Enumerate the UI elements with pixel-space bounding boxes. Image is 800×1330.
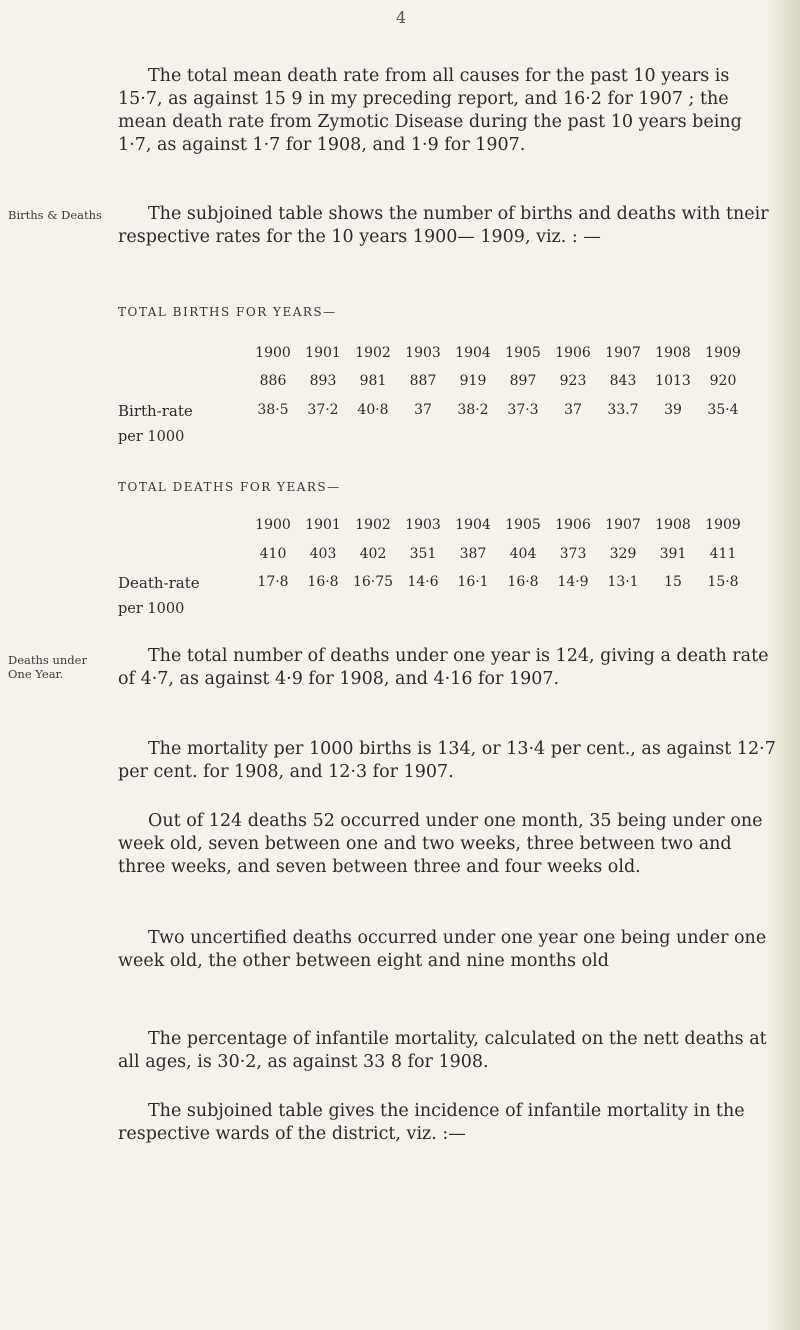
year-cell: 1900	[255, 345, 291, 361]
paragraph-mortality-per-1000: The mortality per 1000 births is 134, or 13·4 per cent., as against 12·7 per cent. for 1908, and 12·3 for 1907.	[118, 739, 776, 782]
births-count-cell: 919	[459, 373, 487, 389]
death-rate-cell: 16·1	[457, 574, 489, 590]
page-number: 4	[396, 8, 407, 27]
paragraph-infantile-percentage: The percentage of infantile mortality, calculated on the nett deaths at all ages, is 30·2, as against 33 8 for 1908.	[118, 1029, 767, 1072]
year-cell: 1906	[555, 517, 591, 533]
death-rate-cell: 15	[664, 574, 682, 590]
birth-rate-label: Birth-rate	[118, 402, 193, 420]
deaths-count-cell: 351	[409, 546, 437, 562]
birth-rate-cell: 38·2	[457, 402, 489, 418]
year-cell: 1907	[605, 345, 641, 361]
death-rate-cell: 15·8	[707, 574, 739, 590]
deaths-count-cell: 387	[459, 546, 487, 562]
births-count-cell: 887	[409, 373, 437, 389]
death-rate-cell: 17·8	[257, 574, 289, 590]
death-rate-cell: 16·75	[352, 574, 394, 590]
year-cell: 1901	[305, 345, 341, 361]
year-cell: 1906	[555, 345, 591, 361]
death-rate-cell: 14·6	[407, 574, 439, 590]
birth-rate-cell: 37	[564, 402, 582, 418]
birth-rate-cell: 39	[664, 402, 682, 418]
year-cell: 1908	[655, 345, 691, 361]
year-cell: 1901	[305, 517, 341, 533]
births-count-cell: 981	[359, 373, 387, 389]
deaths-count-cell: 404	[509, 546, 537, 562]
deaths-count-cell: 391	[659, 546, 687, 562]
birth-rate-cell: 38·5	[257, 402, 289, 418]
paragraph-deaths-under-one-year: The total number of deaths under one year is 124, giving a death rate of 4·7, as against 4·9 for 1908, and 4·16 for 1907.	[118, 646, 769, 689]
births-count-cell: 920	[709, 373, 737, 389]
paragraph-wards-table-intro: The subjoined table gives the incidence of infantile mortality in the respective wards of the district, viz. :—	[118, 1101, 745, 1144]
year-cell: 1902	[355, 345, 391, 361]
birth-rate-cell: 37·2	[307, 402, 339, 418]
margin-note-births-deaths: Births & Deaths	[8, 208, 102, 222]
year-cell: 1909	[705, 345, 741, 361]
deaths-count-cell: 403	[309, 546, 337, 562]
birth-rate-cell: 37·3	[507, 402, 539, 418]
death-rate-label: Death-rate	[118, 574, 200, 592]
year-cell: 1909	[705, 517, 741, 533]
birth-rate-cell: 40·8	[357, 402, 389, 418]
births-count-cell: 893	[309, 373, 337, 389]
year-cell: 1908	[655, 517, 691, 533]
year-cell: 1903	[405, 345, 441, 361]
birth-rate-sub-label: per 1000	[118, 429, 185, 445]
births-count-cell: 1013	[655, 373, 691, 389]
paragraph-deaths-breakdown: Out of 124 deaths 52 occurred under one month, 35 being under one week old, seven between one and two weeks, three between two and three weeks, and seven between three and four weeks old.	[118, 811, 763, 877]
year-cell: 1905	[505, 345, 541, 361]
death-rate-cell: 14·9	[557, 574, 589, 590]
death-rate-cell: 13·1	[607, 574, 639, 590]
births-count-cell: 897	[509, 373, 537, 389]
births-count-cell: 886	[259, 373, 287, 389]
year-cell: 1900	[255, 517, 291, 533]
year-cell: 1907	[605, 517, 641, 533]
deaths-table-heading: TOTAL DEATHS FOR YEARS—	[118, 480, 341, 494]
death-rate-cell: 16·8	[507, 574, 539, 590]
year-cell: 1904	[455, 345, 491, 361]
birth-rate-cell: 33.7	[607, 402, 639, 418]
birth-rate-cell: 37	[414, 402, 432, 418]
year-cell: 1905	[505, 517, 541, 533]
paragraph-subjoined-table: The subjoined table shows the number of births and deaths with tneir respective rates for the 10 years 1900— 1909, viz. : —	[118, 204, 769, 247]
deaths-count-cell: 329	[609, 546, 637, 562]
death-rate-cell: 16·8	[307, 574, 339, 590]
year-cell: 1904	[455, 517, 491, 533]
deaths-count-cell: 402	[359, 546, 387, 562]
deaths-count-cell: 410	[259, 546, 287, 562]
births-table-heading: TOTAL BIRTHS FOR YEARS—	[118, 305, 337, 319]
births-count-cell: 843	[609, 373, 637, 389]
births-count-cell: 923	[559, 373, 587, 389]
paragraph-uncertified-deaths: Two uncertified deaths occurred under one year one being under one week old, the other between eight and nine months old	[118, 928, 767, 971]
year-cell: 1903	[405, 517, 441, 533]
birth-rate-cell: 35·4	[707, 402, 739, 418]
paragraph-mean-death-rate: The total mean death rate from all causes for the past 10 years is 15·7, as against 15 9 in my preceding report, and 16·2 for 1907 ; the mean death rate from Zymotic Disease during the past 10 years being 1·7, as against 1·7 for 1908, and 1·9 for 1907.	[118, 66, 742, 155]
margin-note-deaths-under-one-year: Deaths under One Year.	[8, 653, 87, 681]
deaths-count-cell: 411	[709, 546, 737, 562]
death-rate-sub-label: per 1000	[118, 601, 185, 617]
year-cell: 1902	[355, 517, 391, 533]
deaths-count-cell: 373	[559, 546, 587, 562]
